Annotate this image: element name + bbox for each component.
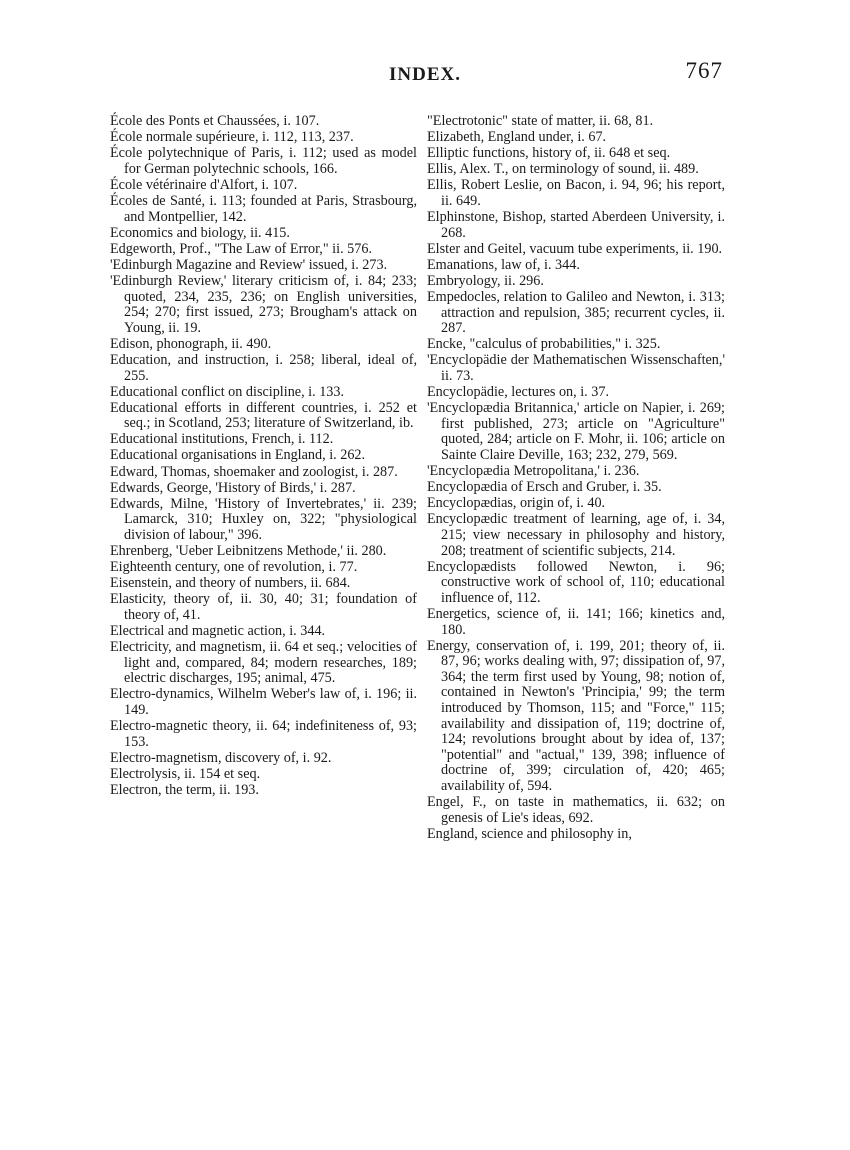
index-entry: Electro-dynamics, Wilhelm Weber's law of, i. 196; ii. 149. bbox=[110, 686, 417, 718]
index-entry: Elster and Geitel, vacuum tube experiments, ii. 190. bbox=[427, 240, 723, 257]
running-title: INDEX. bbox=[389, 64, 461, 85]
index-entry: 'Encyclopädie der Mathematischen Wissenschaften,' ii. 73. bbox=[427, 352, 725, 384]
index-entry: 'Edinburgh Review,' literary criticism of, i. 84; 233; quoted, 234, 235, 236; on English universities, 254; 270; first issued, 273; Brougham's attack on Young, ii. 19. bbox=[110, 272, 417, 336]
index-entry: École polytechnique of Paris, i. 112; used as model for German polytechnic schools, 166. bbox=[110, 145, 417, 177]
index-entry: Edwards, George, 'History of Birds,' i. 287. bbox=[110, 479, 356, 496]
index-entry: Electrical and magnetic action, i. 344. bbox=[110, 623, 326, 639]
index-entry: Encke, "calculus of probabilities," i. 325. bbox=[427, 336, 661, 353]
index-entry: École vétérinaire d'Alfort, i. 107. bbox=[110, 176, 298, 193]
index-entry: Ehrenberg, 'Ueber Leibnitzens Methode,' ii. 280. bbox=[110, 543, 387, 560]
index-entry: England, science and philosophy in, bbox=[427, 825, 632, 842]
index-entry: École normale supérieure, i. 112, 113, 237. bbox=[110, 129, 354, 146]
index-entry: Empedocles, relation to Galileo and Newton, i. 313; attraction and repulsion, 385; recurrent cycles, ii. 287. bbox=[427, 289, 725, 337]
index-entry: Encyclopædias, origin of, i. 40. bbox=[427, 495, 606, 512]
index-entry: Edward, Thomas, shoemaker and zoologist, i. 287. bbox=[110, 463, 398, 480]
index-entry: Elphinstone, Bishop, started Aberdeen University, i. 268. bbox=[427, 209, 725, 241]
index-entry: Economics and biology, ii. 415. bbox=[110, 224, 290, 241]
index-entry: Encyclopædic treatment of learning, age of, i. 34, 215; view necessary in philosophy and history, 208; treatment of scientific subjects, 214. bbox=[427, 511, 725, 559]
index-entry: Écoles de Santé, i. 113; founded at Paris, Strasbourg, and Montpellier, 142. bbox=[110, 192, 417, 225]
index-entry: Electro-magnetic theory, ii. 64; indefiniteness of, 93; 153. bbox=[110, 718, 417, 750]
index-entry: Encyclopædists followed Newton, i. 96; constructive work of school of, 110; educational influence of, 112. bbox=[427, 558, 725, 606]
index-entry: Energetics, science of, ii. 141; 166; kinetics and, 180. bbox=[427, 605, 725, 638]
index-entry: Education, and instruction, i. 258; liberal, ideal of, 255. bbox=[110, 351, 417, 384]
index-entry: Energy, conservation of, i. 199, 201; theory of, ii. 87, 96; works dealing with, 97; dissipation of, 97, 364; the term first used by Young, 98; notion of, contained in Newton's 'Principia,' 99; the term introduced by Thomson, 115; and "Force," 115; availability and dissipation of, 119; doctrine of, 124; revolutions brought about by idea of, 137; "potential" and "actual," 139, 398; influence of doctrine of, 399; circulation of, 420; 465; availability of, 594. bbox=[427, 637, 725, 794]
index-entry: Embryology, ii. 296. bbox=[427, 272, 544, 289]
page-header bbox=[0, 58, 850, 92]
index-entry: 'Edinburgh Magazine and Review' issued, i. 273. bbox=[110, 256, 388, 273]
index-entry: Elizabeth, England under, i. 67. bbox=[427, 129, 607, 146]
index-entry: Educational institutions, French, i. 112. bbox=[110, 431, 334, 448]
index-entry: Educational efforts in different countries, i. 252 et seq.; in Scotland, 253; literature of Switzerland, ib. bbox=[110, 399, 417, 432]
index-entry: Electricity, and magnetism, ii. 64 et seq.; velocities of light and, compared, 84; modern researches, 189; electric discharges, 195; animal, 475. bbox=[110, 639, 417, 687]
index-entry: École des Ponts et Chaussées, i. 107. bbox=[110, 113, 320, 129]
index-entry: Ellis, Robert Leslie, on Bacon, i. 94, 96; his report, ii. 649. bbox=[427, 177, 725, 209]
index-entry: 'Encyclopædia Britannica,' article on Napier, i. 269; first published, 273; article on "Agriculture" quoted, 284; article on F. Mohr, ii. 106; article on Sainte Claire Deville, 163; 232, 279, 569. bbox=[427, 400, 725, 463]
index-entry: Edwards, Milne, 'History of Invertebrates,' ii. 239; Lamarck, 310; Huxley on, 322; "physiological division of labour," 396. bbox=[110, 495, 417, 543]
index-entry: Elasticity, theory of, ii. 30, 40; 31; foundation of theory of, 41. bbox=[110, 591, 417, 623]
index-column-right bbox=[427, 114, 725, 843]
page-number: 767 bbox=[685, 58, 723, 83]
index-entry: Educational conflict on discipline, i. 133. bbox=[110, 383, 345, 400]
index-entry: Encyclopædia of Ersch and Gruber, i. 35. bbox=[427, 479, 662, 496]
index-column-left bbox=[110, 114, 417, 799]
index-entry: Eisenstein, and theory of numbers, ii. 684. bbox=[110, 575, 351, 592]
index-entry: Ellis, Alex. T., on terminology of sound, ii. 489. bbox=[427, 161, 699, 178]
index-entry: Eighteenth century, one of revolution, i. 77. bbox=[110, 559, 358, 576]
index-entry: Edgeworth, Prof., "The Law of Error," ii. 576. bbox=[110, 240, 372, 257]
index-entry: Encyclopädie, lectures on, i. 37. bbox=[427, 384, 610, 401]
index-entry: Electron, the term, ii. 193. bbox=[110, 781, 259, 798]
index-entry: Engel, F., on taste in mathematics, ii. 632; on genesis of Lie's ideas, 692. bbox=[427, 794, 725, 826]
index-entry: 'Encyclopædia Metropolitana,' i. 236. bbox=[427, 463, 640, 480]
index-entry: Elliptic functions, history of, ii. 648 et seq. bbox=[427, 145, 671, 162]
index-entry: Electro-magnetism, discovery of, i. 92. bbox=[110, 749, 332, 766]
index-entry: Electrolysis, ii. 154 et seq. bbox=[110, 765, 261, 782]
index-entry: Educational organisations in England, i. 262. bbox=[110, 447, 366, 464]
index-entry: "Electrotonic" state of matter, ii. 68, 81. bbox=[427, 113, 654, 129]
index-entry: Emanations, law of, i. 344. bbox=[427, 256, 580, 273]
index-entry: Edison, phonograph, ii. 490. bbox=[110, 335, 272, 352]
